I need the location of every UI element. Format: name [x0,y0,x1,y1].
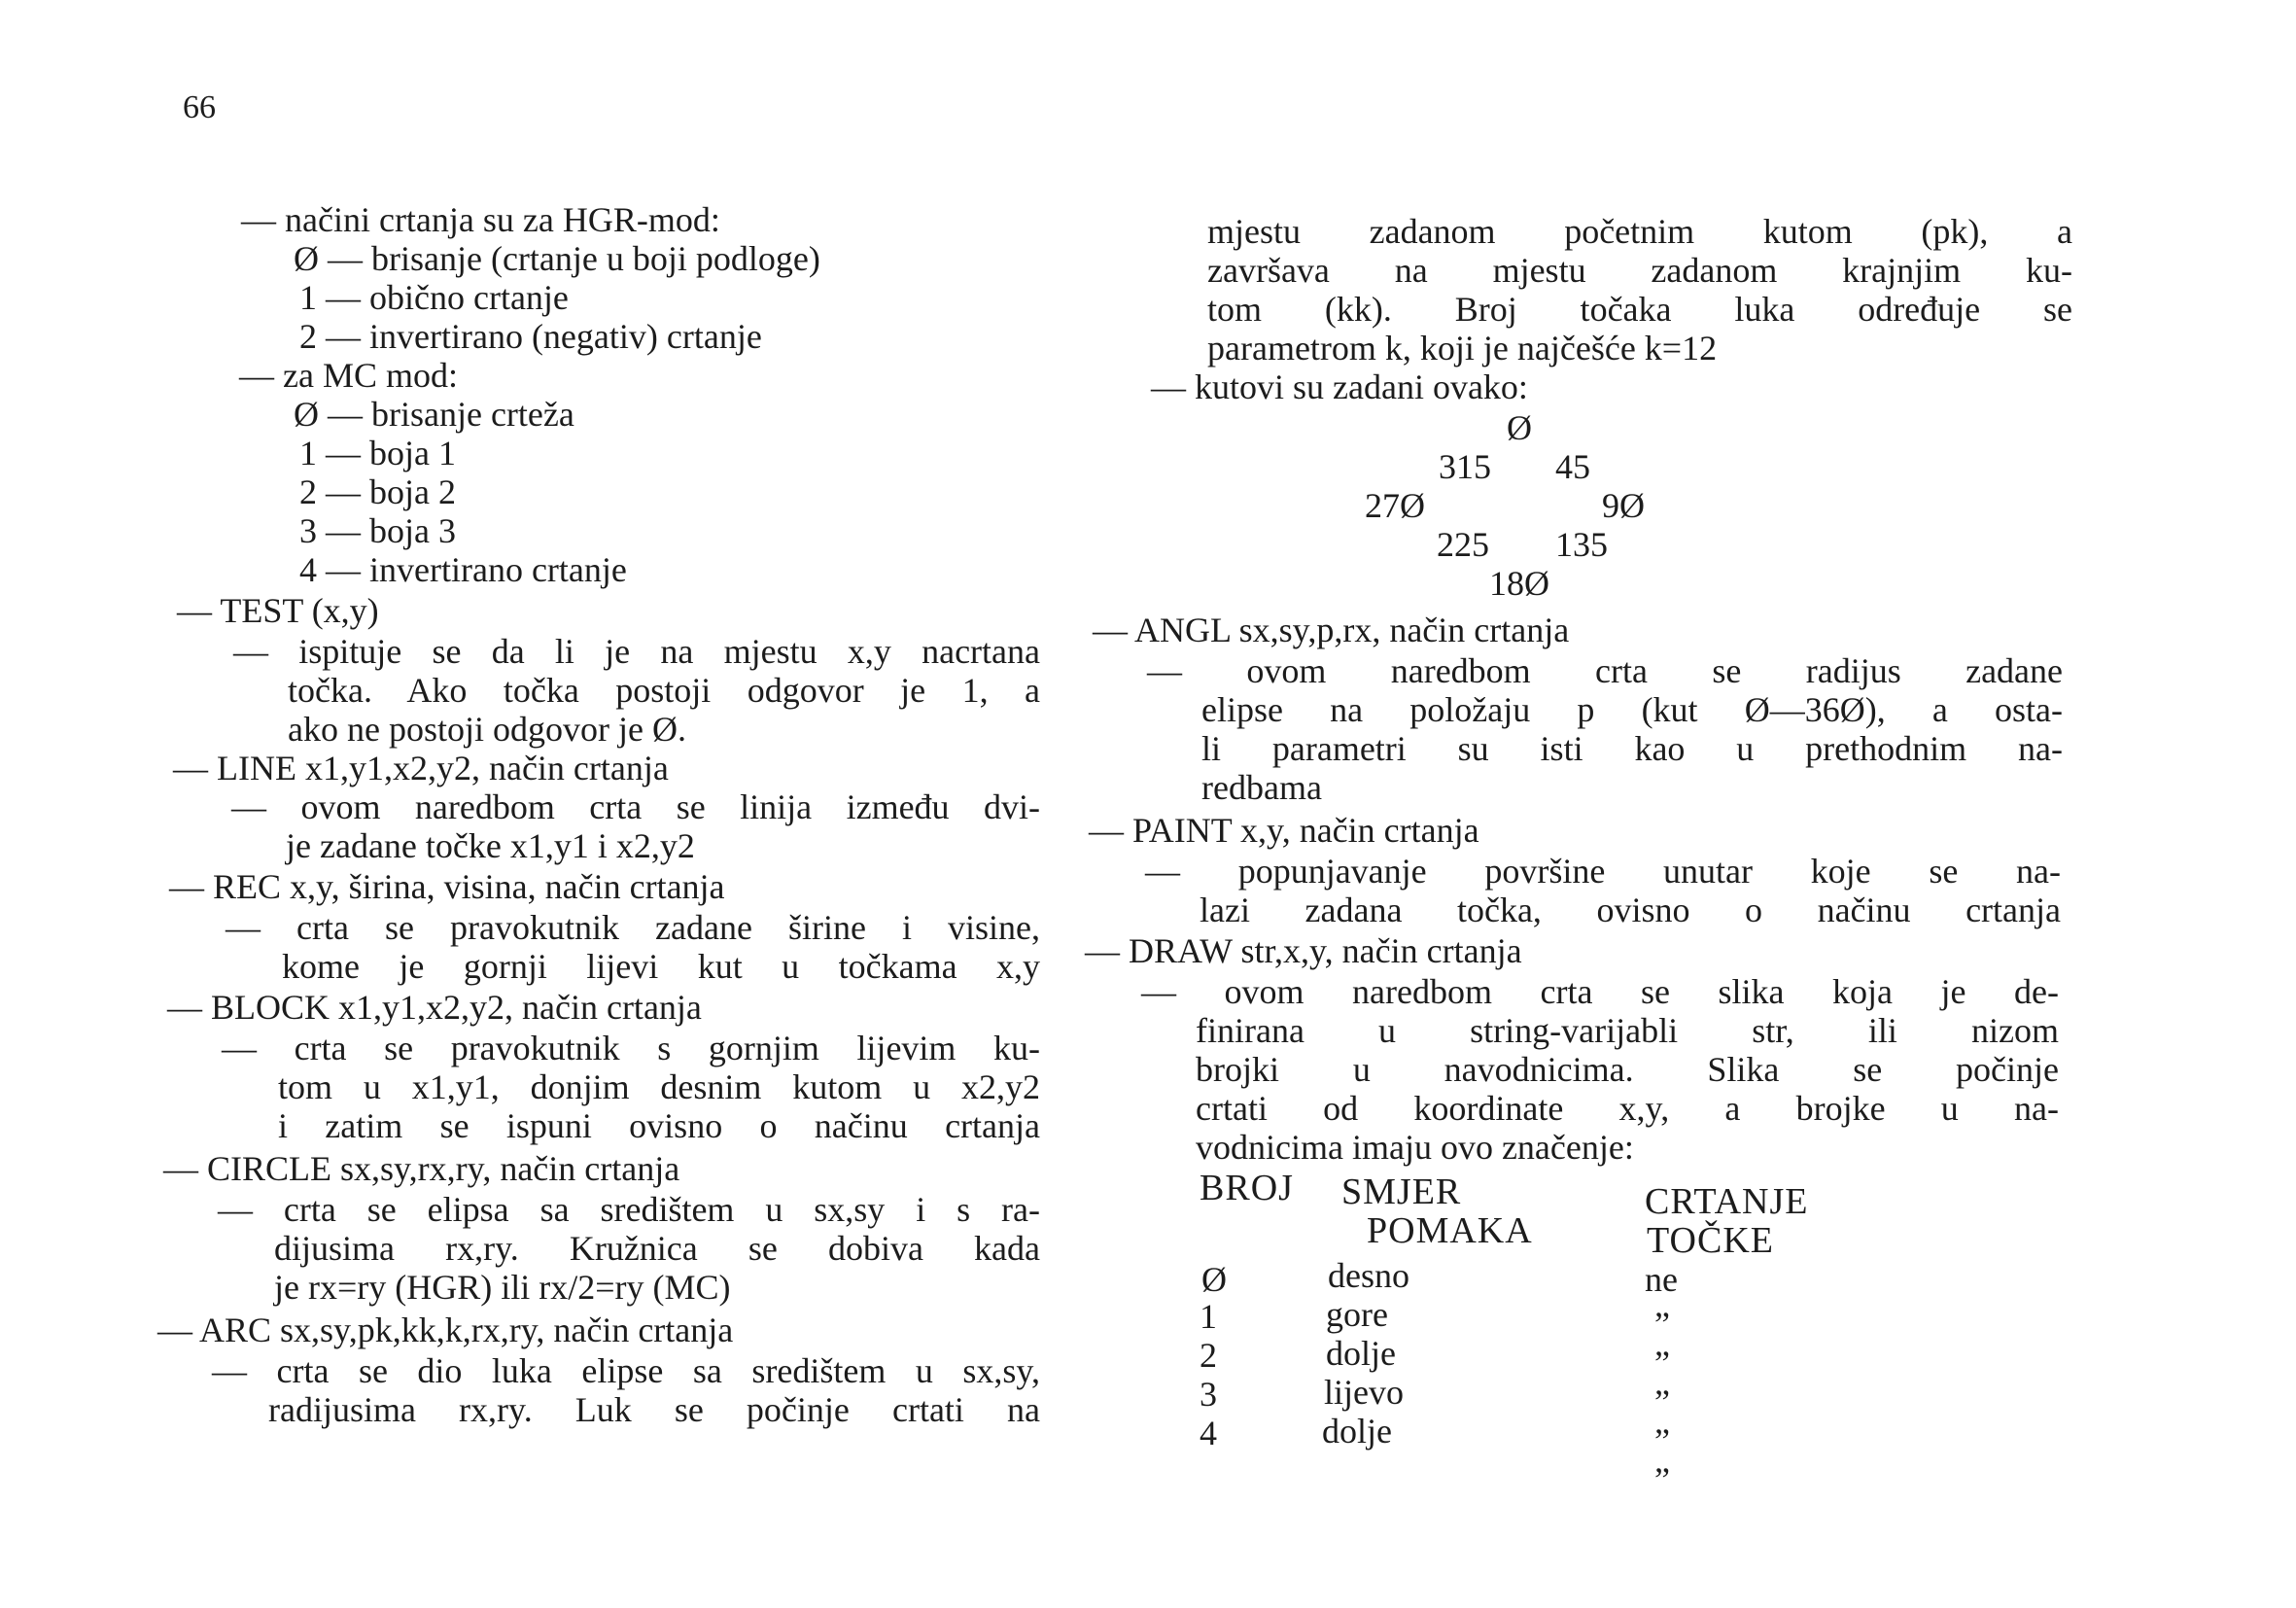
paint-description-line: lazi zadana točka, ovisno o načinu crtanja [1200,891,2061,929]
angle-45: 45 [1555,447,1590,486]
page-number: 66 [183,89,216,125]
hgr-mode-1: 1 — obično crtanje [299,278,569,317]
angle-225: 225 [1437,525,1489,564]
table-row-smjer: gore [1326,1295,1388,1334]
table-header-crtanje: CRTANJE [1645,1181,1809,1222]
draw-command-heading: — DRAW str,x,y, način crtanja [1085,931,1522,970]
table-row-crtanje: ” [1654,1382,1670,1421]
angl-description-line: — ovom naredbom crta se radijus zadane [1147,651,2063,690]
angl-description-line: elipse na položaju p (kut Ø—36Ø), a osta- [1201,690,2063,729]
hgr-mode-2: 2 — invertirano (negativ) crtanje [299,317,762,356]
block-description-line: tom u x1,y1, donjim desnim kutom u x2,y2 [278,1067,1040,1106]
angle-315: 315 [1439,447,1491,486]
circle-description-line: dijusima rx,ry. Kružnica se dobiva kada [274,1229,1040,1268]
mc-mode-0: Ø — brisanje crteža [294,395,574,434]
arc-continued-line: završava na mjestu zadanom krajnjim ku- [1207,251,2072,290]
angle-180: 18Ø [1489,564,1549,603]
arc-description-line: — crta se dio luka elipse sa središtem u sx,sy, [212,1351,1040,1390]
table-row-broj: 3 [1200,1375,1217,1414]
test-description-line: ako ne postoji odgovor je Ø. [288,710,686,749]
table-row-smjer: dolje [1322,1412,1392,1451]
table-header-tocke: TOČKE [1647,1220,1774,1261]
paint-description-line: — popunjavanje površine unutar koje se na- [1145,852,2061,891]
circle-description-line: — crta se elipsa sa središtem u sx,sy i s ra- [218,1190,1040,1229]
table-row-smjer: desno [1328,1256,1409,1295]
table-row-crtanje: ” [1654,1421,1670,1460]
table-row-smjer: lijevo [1324,1373,1404,1412]
angl-description-line: redbama [1201,768,1322,807]
line-description-line: je zadane točke x1,y1 i x2,y2 [286,826,695,865]
hgr-mode-0: Ø — brisanje (crtanje u boji podloge) [294,239,820,278]
angle-135: 135 [1555,525,1608,564]
rec-command-heading: — REC x,y, širina, visina, način crtanja [169,867,725,906]
block-description-line: i zatim se ispuni ovisno o načinu crtanja [278,1106,1040,1145]
table-row-broj: 2 [1200,1336,1217,1375]
arc-continued-line: tom (kk). Broj točaka luka određuje se [1207,290,2072,329]
circle-description-line: je rx=ry (HGR) ili rx/2=ry (MC) [274,1268,731,1307]
circle-command-heading: — CIRCLE sx,sy,rx,ry, način crtanja [163,1149,680,1188]
angle-270: 27Ø [1365,486,1425,525]
table-row-broj: Ø [1201,1260,1227,1299]
test-command-heading: — TEST (x,y) [177,591,379,630]
hgr-modes-intro: — načini crtanja su za HGR-mod: [241,200,720,239]
arc-continued-line: mjestu zadanom početnim kutom (pk), a [1207,212,2072,251]
angl-command-heading: — ANGL sx,sy,p,rx, način crtanja [1093,611,1570,649]
mc-mode-4: 4 — invertirano crtanje [299,550,627,589]
angles-intro: — kutovi su zadani ovako: [1151,367,1528,406]
table-row-crtanje: ” [1654,1344,1670,1382]
line-description-line: — ovom naredbom crta se linija između dvi- [231,787,1040,826]
mc-mode-1: 1 — boja 1 [299,434,456,472]
table-row-smjer: dolje [1326,1334,1396,1373]
arc-description-line: radijusima rx,ry. Luk se počinje crtati na [268,1390,1040,1429]
test-description-line: točka. Ako točka postoji odgovor je 1, a [288,671,1040,710]
angl-description-line: li parametri su isti kao u prethodnim na- [1201,729,2063,768]
table-row-broj: 4 [1200,1414,1217,1452]
test-description-line: — ispituje se da li je na mjestu x,y nacrtana [233,632,1040,671]
arc-continued-line: parametrom k, koji je najčešće k=12 [1207,329,1718,367]
angle-90: 9Ø [1602,486,1645,525]
mc-mode-2: 2 — boja 2 [299,472,456,511]
mc-modes-intro: — za MC mod: [239,356,458,395]
arc-command-heading: — ARC sx,sy,pk,kk,k,rx,ry, način crtanja [157,1311,734,1349]
rec-description-line: kome je gornji lijevi kut u točkama x,y [282,947,1040,986]
draw-description-line: crtati od koordinate x,y, a brojke u na- [1196,1089,2059,1128]
table-header-broj: BROJ [1200,1168,1294,1208]
table-row-crtanje: ne [1645,1260,1678,1299]
rec-description-line: — crta se pravokutnik zadane širine i visine, [226,908,1040,947]
table-header-smjer: SMJER [1341,1171,1462,1212]
line-command-heading: — LINE x1,y1,x2,y2, način crtanja [173,749,669,787]
table-header-pomaka: POMAKA [1367,1210,1533,1251]
block-command-heading: — BLOCK x1,y1,x2,y2, način crtanja [167,988,702,1027]
mc-mode-3: 3 — boja 3 [299,511,456,550]
table-row-broj: 1 [1200,1297,1217,1336]
table-extra-ditto-mark: ” [1654,1460,1670,1499]
draw-description-line: vodnicima imaju ovo značenje: [1196,1128,1634,1167]
paint-command-heading: — PAINT x,y, način crtanja [1089,811,1479,850]
block-description-line: — crta se pravokutnik s gornjim lijevim ku- [222,1029,1040,1067]
table-row-crtanje: ” [1654,1305,1670,1344]
draw-description-line: finirana u string-varijabli str, ili nizom [1196,1011,2059,1050]
draw-description-line: — ovom naredbom crta se slika koja je de- [1141,972,2059,1011]
angle-0: Ø [1507,408,1532,447]
draw-description-line: brojki u navodnicima. Slika se počinje [1196,1050,2059,1089]
